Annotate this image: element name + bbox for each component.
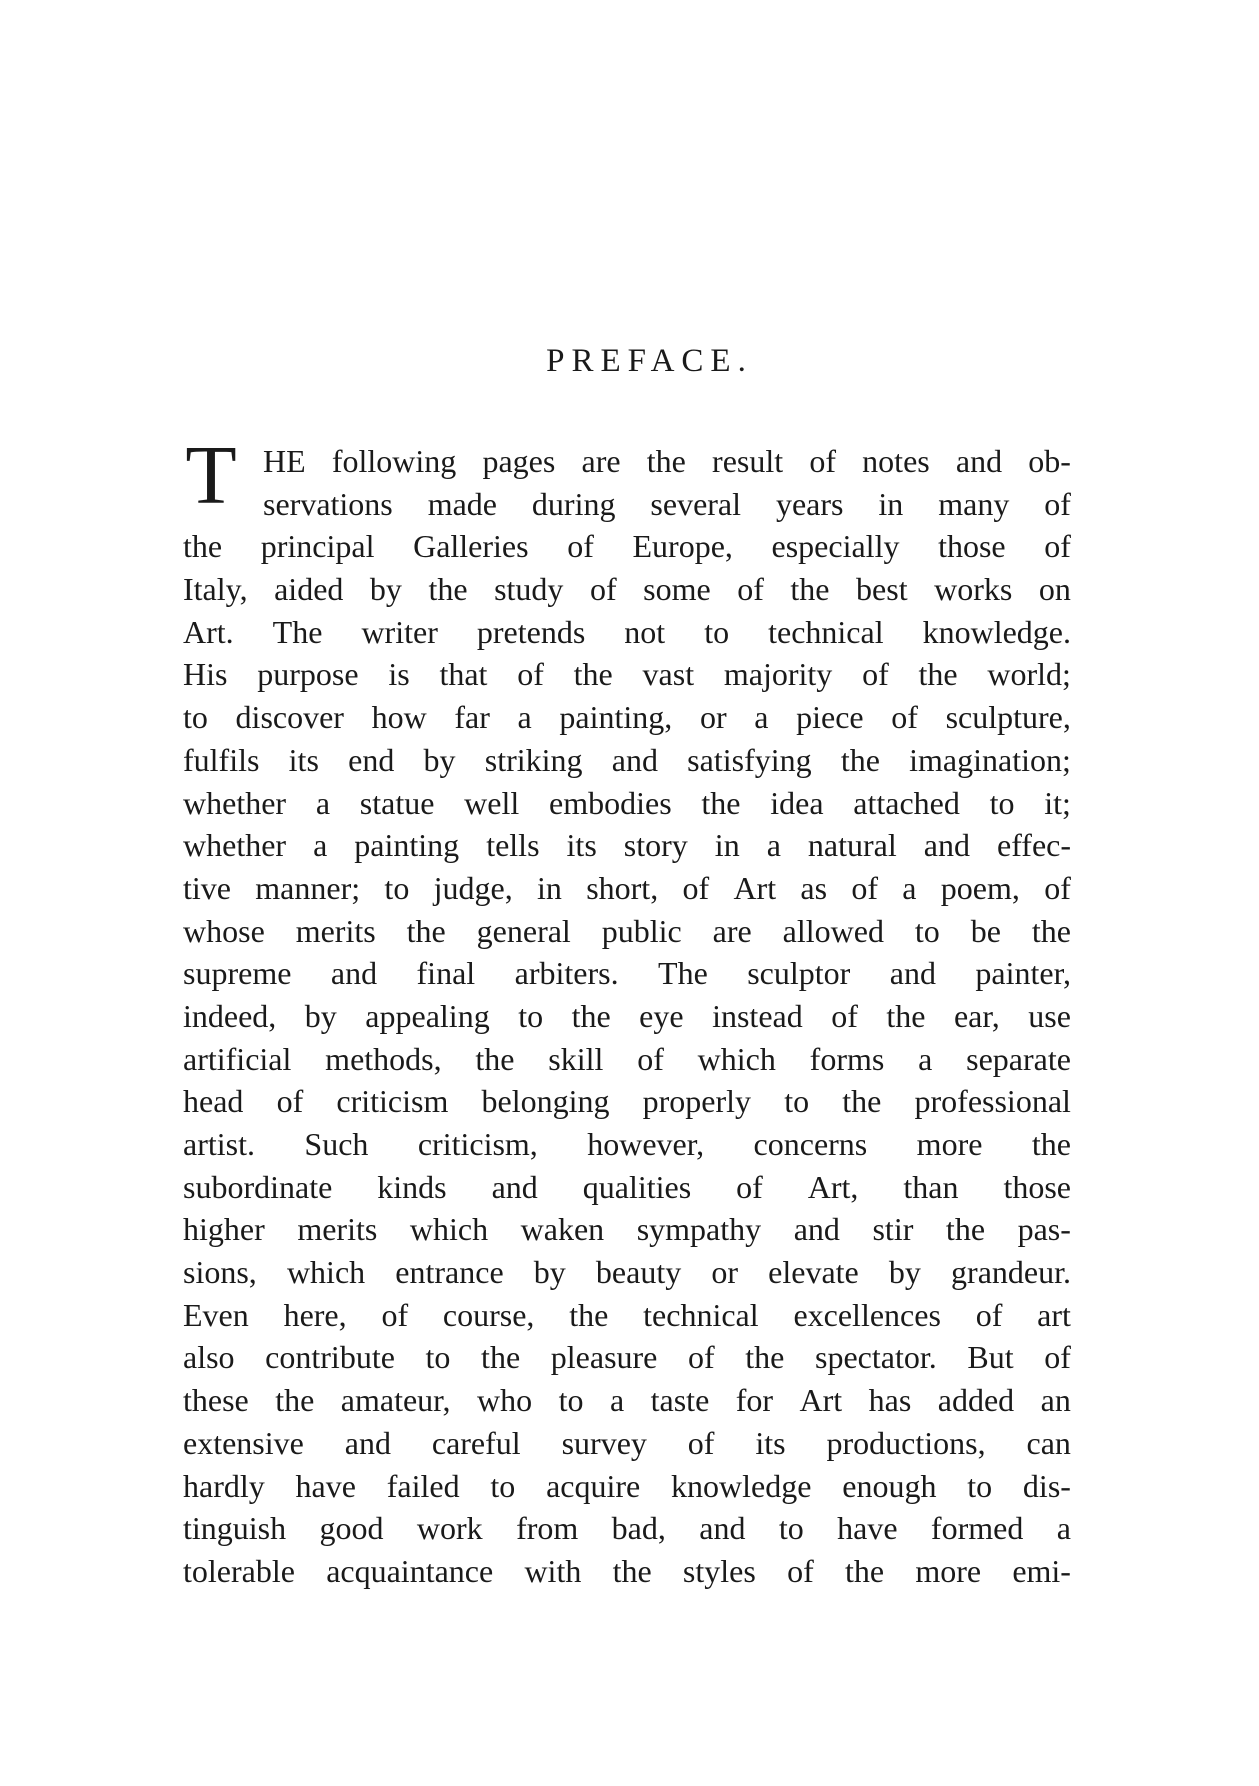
text-line: indeed, by appealing to the eye instead of the ear, use [183, 997, 1071, 1034]
text-line: higher merits which waken sympathy and stir the pas- [183, 1211, 1071, 1248]
text-line: tive manner; to judge, in short, of Art as of a poem, of [183, 869, 1071, 906]
text-line: Italy, aided by the study of some of the best works on [183, 571, 1071, 608]
text-line: whether a painting tells its story in a natural and effec- [183, 827, 1071, 864]
text-line: head of criticism belonging properly to the professional [183, 1083, 1071, 1120]
text-line: His purpose is that of the vast majority of the world; [183, 656, 1071, 693]
text-line: whether a statue well embodies the idea attached to it; [183, 784, 1071, 821]
text-line: the principal Galleries of Europe, especially those of [183, 528, 1071, 565]
text-line: subordinate kinds and qualities of Art, than those [183, 1168, 1071, 1205]
text-line: HE following pages are the result of notes and ob- [263, 443, 1071, 479]
text-line: sions, which entrance by beauty or elevate by grandeur. [183, 1254, 1071, 1291]
drop-cap: T [185, 429, 237, 522]
text-line: extensive and careful survey of its productions, can [183, 1424, 1071, 1461]
text-line: hardly have failed to acquire knowledge enough to dis- [183, 1467, 1071, 1504]
text-line: servations made during several years in many of [263, 485, 1071, 522]
text-line: artificial methods, the skill of which forms a separate [183, 1040, 1071, 1077]
text-line: Art. The writer pretends not to technical knowledge. [183, 613, 1071, 650]
text-line: these the amateur, who to a taste for Art has added an [183, 1382, 1071, 1419]
text-line: tolerable acquaintance with the styles of the more emi- [183, 1552, 1071, 1589]
text-line: supreme and final arbiters. The sculptor and painter, [183, 955, 1071, 992]
text-line: whose merits the general public are allowed to be the [183, 912, 1071, 949]
text-line: tinguish good work from bad, and to have formed a [183, 1510, 1071, 1547]
preface-body [183, 429, 1071, 1593]
text-line: Even here, of course, the technical excellences of art [183, 1296, 1071, 1333]
text-line: artist. Such criticism, however, concerns more the [183, 1126, 1071, 1162]
text-line: to discover how far a painting, or a piece of sculpture, [183, 699, 1071, 736]
page-title: PREFACE. [546, 343, 753, 379]
text-line: also contribute to the pleasure of the spectator. But of [183, 1339, 1071, 1376]
text-line: fulfils its end by striking and satisfying the imagination; [183, 741, 1071, 778]
